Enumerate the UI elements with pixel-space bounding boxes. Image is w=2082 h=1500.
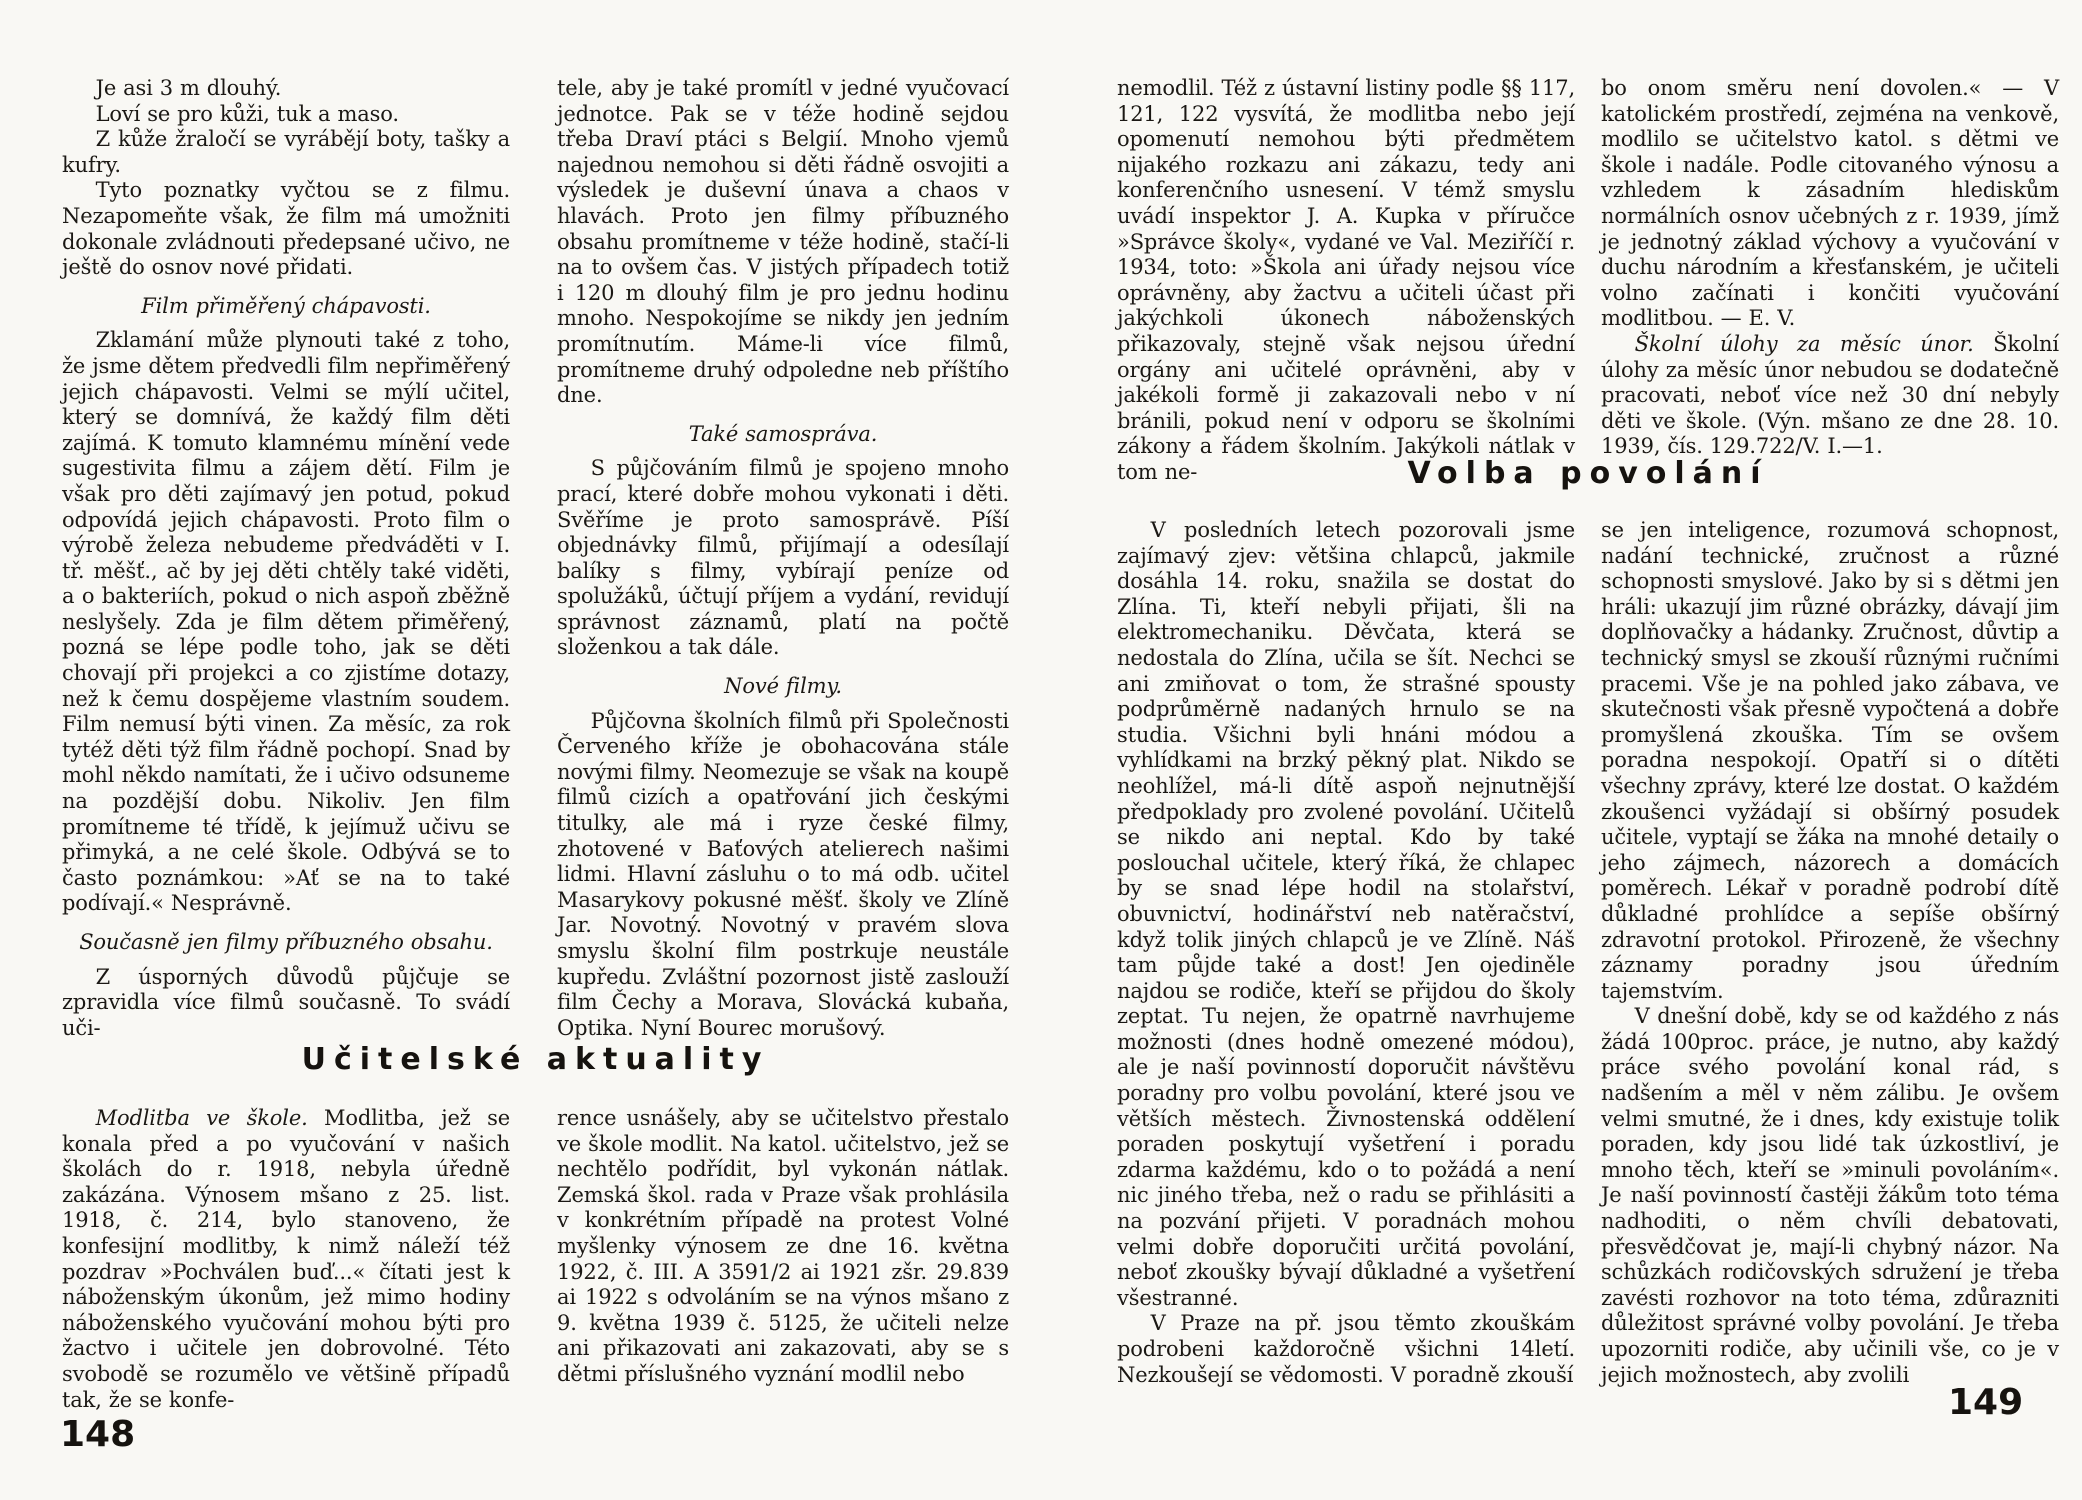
section-heading-volba-povolani: Volba povolání xyxy=(1407,456,1769,491)
page149-column3-top xyxy=(1117,76,1575,486)
paragraph-with-lead xyxy=(62,1106,510,1413)
paragraph-with-lead xyxy=(1601,332,2059,460)
paragraph: Tyto poznatky vyčtou se z filmu. Nezapomeňte však, že film má umožniti dokonale zvládnouti předepsané učivo, ne ještě do osnov nové přidati. xyxy=(62,178,510,280)
page148-column1-top xyxy=(62,76,510,1041)
paragraph: V posledních letech pozorovali jsme zajímavý zjev: většina chlapců, jakmile dosáhla 14. roku, snažila se dostat do Zlína. Ti, kteří nebyli přijati, šli na elektromechaniku. Děvčata, která se nedostala do Zlína, učila se šít. Nechci se ani zmiňovat o tom, že strašné spousty podprůměrně nadaných hrnulo se na studia. Všichni byli hnáni módou a vyhlídkami na brzký pěkný plat. Nikdo se neohlížel, má-li dítě aspoň nejnutnější předpoklady pro zvolené povolání. Učitelů se nikdo ani neptal. Kdo by také poslouchal učitele, který říká, že chlapec by se snad lépe hodil na stolařství, obuvnictví, hodinářství neb natěračství, když tolik jiných chlapců je ve Zlíně. Náš tam půjde také a dost! Jen ojediněle najdou se rodiče, kteří se přijdou do školy zeptat. Tu nejen, že opatrně navrhujeme možnosti (dnes hodně omezené módou), ale je naší povinností doporučit návštěvu poradny pro volbu povolání, které jsou ve větších městech. Živnostenská oddělení poraden poskytují vyšetření i poradu zdarma každému, kdo o to požádá a není nic jiného třeba, než o radu se přihlásiti a na pozvání přijeti. V poradnách mohou velmi dobře doporučiti určitá povolání, neboť zkoušky bývají důkladné a vyšetření všestranné. xyxy=(1117,518,1575,1310)
italic-subheading: Současně jen filmy příbuzného obsahu. xyxy=(79,930,493,954)
italic-subheading: Nové filmy. xyxy=(724,674,842,699)
paragraph: tele, aby je také promítl v jedné vyučovací jednotce. Pak se v téže hodině sejdou třeba Draví ptáci s Belgií. Mnoho vjemů najednou nemohou si děti řádně osvojiti a výsledek je duševní únava a chaos v hlavách. Proto jen filmy příbuzného obsahu promítneme v téže hodině, stačí-li na to ovšem čas. V jistých případech totiž i 120 m dlouhý film je pro jednu hodinu mnoho. Nespokojíme se nikdy jen jedním promítnutím. Máme-li více filmů, promítneme druhý odpoledne neb příštího dne. xyxy=(557,76,1009,408)
page149-column3-bottom xyxy=(1117,518,1575,1388)
paragraph: V dnešní době, kdy se od každého z nás žádá 100proc. práce, je nutno, aby každý práce svého povolání konal rád, s nadšením a měl v něm zálibu. Je ovšem velmi smutné, že i dnes, kdy existuje tolik poraden, kdy jsou lidé tak úzkostliví, je mnoho těch, kteří se »minuli povoláním«. Je naší povinností častěji žákům toto téma nadhoditi, o něm chvíli debatovati, přesvědčovat je, mají-li chybný názor. Na schůzkách rodičovských sdružení je třeba zavésti rozhovor na toto téma, zdůrazniti důležitost správné volby povolání. Je třeba upozorniti rodiče, aby učinili vše, co je v jejich možnostech, aby zvolili xyxy=(1601,1004,2059,1387)
paragraph: se jen inteligence, rozumová schopnost, nadání technické, zručnost a různé schopnosti smyslové. Jako by si s dětmi jen hráli: ukazují jim různé obrázky, dávají jim doplňovačky a hádanky. Zručnost, důvtip a technický smysl se zkouší různými ručními pracemi. Vše je na pohled jako zábava, ve skutečnosti však přesně vypočtená a dobře promyšlená zkouška. Tím se ovšem poradna nespokojí. Opatří si o dítěti všechny zprávy, které lze dostat. O každém zkoušenci vyžádají si obšírný posudek učitele, vyptají se žáka na mnohé detaily o jeho zájmech, názorech a domácích poměrech. Lékař v poradně podrobí dítě důkladné prohlídce a sepíše obšírný zdravotní protokol. Přirozeně, že všechny záznamy poradny jsou úředním tajemstvím. xyxy=(1601,518,2059,1003)
paragraph-lead-italic: Školní úlohy za měsíc únor. xyxy=(1634,331,1974,356)
paragraph: Z úsporných důvodů půjčuje se zpravidla více filmů současně. To svádí uči- xyxy=(62,964,510,1040)
italic-subheading: Také samospráva. xyxy=(688,421,878,446)
paragraph: nemodlil. Též z ústavní listiny podle §§ 117, 121, 122 vysvítá, že modlitba nebo její opomenutí nemohou býti předmětem nijakého rozkazu ani zákazu, tedy ani konferenčního usnesení. V témž smyslu uvádí inspektor J. A. Kupka v příručce »Správce školy«, vydané ve Val. Meziříčí r. 1934, toto: »Škola ani úřady nejsou více oprávněny, aby žactvu a učiteli účast při jakýchkoli úkonech náboženských přikazovaly, stejně však nejsou úřední orgány ani učitelé oprávněni, aby v jakékoli formě ji zakazovali nebo v ní bránili, pokud není v odporu se školními zákony a řádem školním. Jakýkoli nátlak v tom ne- xyxy=(1117,76,1575,484)
page149-column4-bottom xyxy=(1601,518,2059,1388)
paragraph: S půjčováním filmů je spojeno mnoho prací, které dobře mohou vykonati i děti. Svěříme je proto samosprávě. Píší objednávky filmů, přijímají a odesílají balíky s filmy, vybírají peníze od spolužáků, účtují příjem a vydání, revidují správnost záznamů, platí na počtě složenkou a tak dále. xyxy=(557,456,1009,660)
paragraph-lead-italic: Modlitba ve škole. xyxy=(95,1106,308,1130)
paragraph-text: Školní úlohy za měsíc únor nebudou se dodatečně pracovati, neboť více než 30 dní nebyly děti ve škole. (Výn. mšano ze dne 28. 10. 1939, čís. 129.722/V. I.—1. xyxy=(1601,331,2059,459)
paragraph: V Praze na př. jsou těmto zkouškám podrobeni každoročně všichni 14letí. Nezkoušejí se vědomosti. V poradně zkouší xyxy=(1117,1311,1575,1387)
paragraph: Loví se pro kůži, tuk a maso. xyxy=(95,101,399,126)
page148-column2-top xyxy=(557,76,1009,1041)
page-number-148: 148 xyxy=(60,1414,136,1455)
paragraph: bo onom směru není dovolen.« — V katolickém prostředí, zejména na venkově, modlilo se učitelstvo katol. s dětmi ve škole i nadále. Podle citovaného výnosu a vzhledem k zásadním hlediskům normálních osnov učebných z r. 1939, jímž je jednotný základ výchovy a vyučování v duchu národním a křesťanském, je učiteli volno začínati i končiti vyučování modlitbou. — E. V. xyxy=(1601,76,2059,331)
page-number-149: 149 xyxy=(1948,1382,2024,1423)
page148-column2-bottom xyxy=(557,1106,1009,1388)
paragraph: Je asi 3 m dlouhý. xyxy=(95,76,282,100)
paragraph: rence usnášely, aby se učitelstvo přestalo ve škole modlit. Na katol. učitelstvo, jež se nechtělo podřídit, byl vykonán nátlak. Zemská škol. rada v Praze však prohlásila v konkrétním případě na protest Volné myšlenky výnosem ze dne 16. května 1922, č. III. A 3591/2 ai 1921 zšr. 29.839 ai 1922 s odvoláním se na výnos mšano z 9. května 1939 č. 5125, že učiteli nelze ani přikazovati ani zakazovati, aby se s dětmi příslušného vyznání modlil nebo xyxy=(557,1106,1009,1386)
page149-column4-top xyxy=(1601,76,2059,460)
section-heading-ucitelske-aktuality: Učitelské aktuality xyxy=(301,1042,770,1077)
paragraph: Zklamání může plynouti také z toho, že jsme dětem předvedli film nepřiměřený jejich chápavosti. Velmi se mýlí učitel, který se domnívá, že každý film děti zajímá. K tomuto klamnému mínění vede sugestivita filmu a zájem dětí. Film je však pro děti zajímavý jen potud, pokud odpovídá jejich chápavosti. Proto film o výrobě železa nebudeme předváděti v I. tř. měšť., ač by jej děti chtěly také viděti, a o bakteriích, pokud o nich aspoň zběžně neslyšely. Zda je film dětem přiměřený, pozná se lépe podle toho, jak se děti chovají při projekci a co zjistíme dotazy, než k čemu dospějeme vlastním soudem. Film nemusí býti vinen. Za měsíc, za rok tytéž děti týž film řádně pochopí. Snad by mohl někdo namítati, že i učivo odsuneme na pozdější dobu. Nikoliv. Jen film promítneme té třídě, k jejímuž učivu se přimyká, a ne celé škole. Odbývá se to často poznámkou: »Ať se na to také podívají.« Nesprávně. xyxy=(62,328,510,916)
italic-subheading: Film přiměřený chápavosti. xyxy=(141,293,431,318)
paragraph: Půjčovna školních filmů při Společnosti Červeného kříže je obohacována stále novými filmy. Neomezuje se však na koupě filmů cizích a opatřování jich českými titulky, ale má i ryze české filmy, zhotovené v Baťových atelierech našimi lidmi. Hlavní zásluhu o to má odb. učitel Masarykovy pokusné měšť. školy ve Zlíně Jar. Novotný. Novotný v pravém slova smyslu školní film postrkuje neustále kupředu. Zvláštní pozornost jistě zaslouží film Čechy a Morava, Slovácká kubaňa, Optika. Nyní Bourec morušový. xyxy=(557,708,1009,1040)
paragraph-text: Modlitba, jež se konala před a po vyučování v našich školách do r. 1918, nebyla úředně zakázána. Výnosem mšano z 25. list. 1918, č. 214, bylo stanoveno, že konfesijní modlitby, k nimž náleží též pozdrav »Pochválen buď...« čítati jest k náboženským úkonům, jež mimo hodiny náboženského vyučování mohou býti pro žactvo i učitele jen dobrovolné. Této svobodě se rozumělo ve většině případů tak, že se konfe- xyxy=(62,1106,510,1412)
page148-column1-bottom xyxy=(62,1106,510,1413)
paragraph: Z kůže žraločí se vyrábějí boty, tašky a kufry. xyxy=(62,127,510,177)
